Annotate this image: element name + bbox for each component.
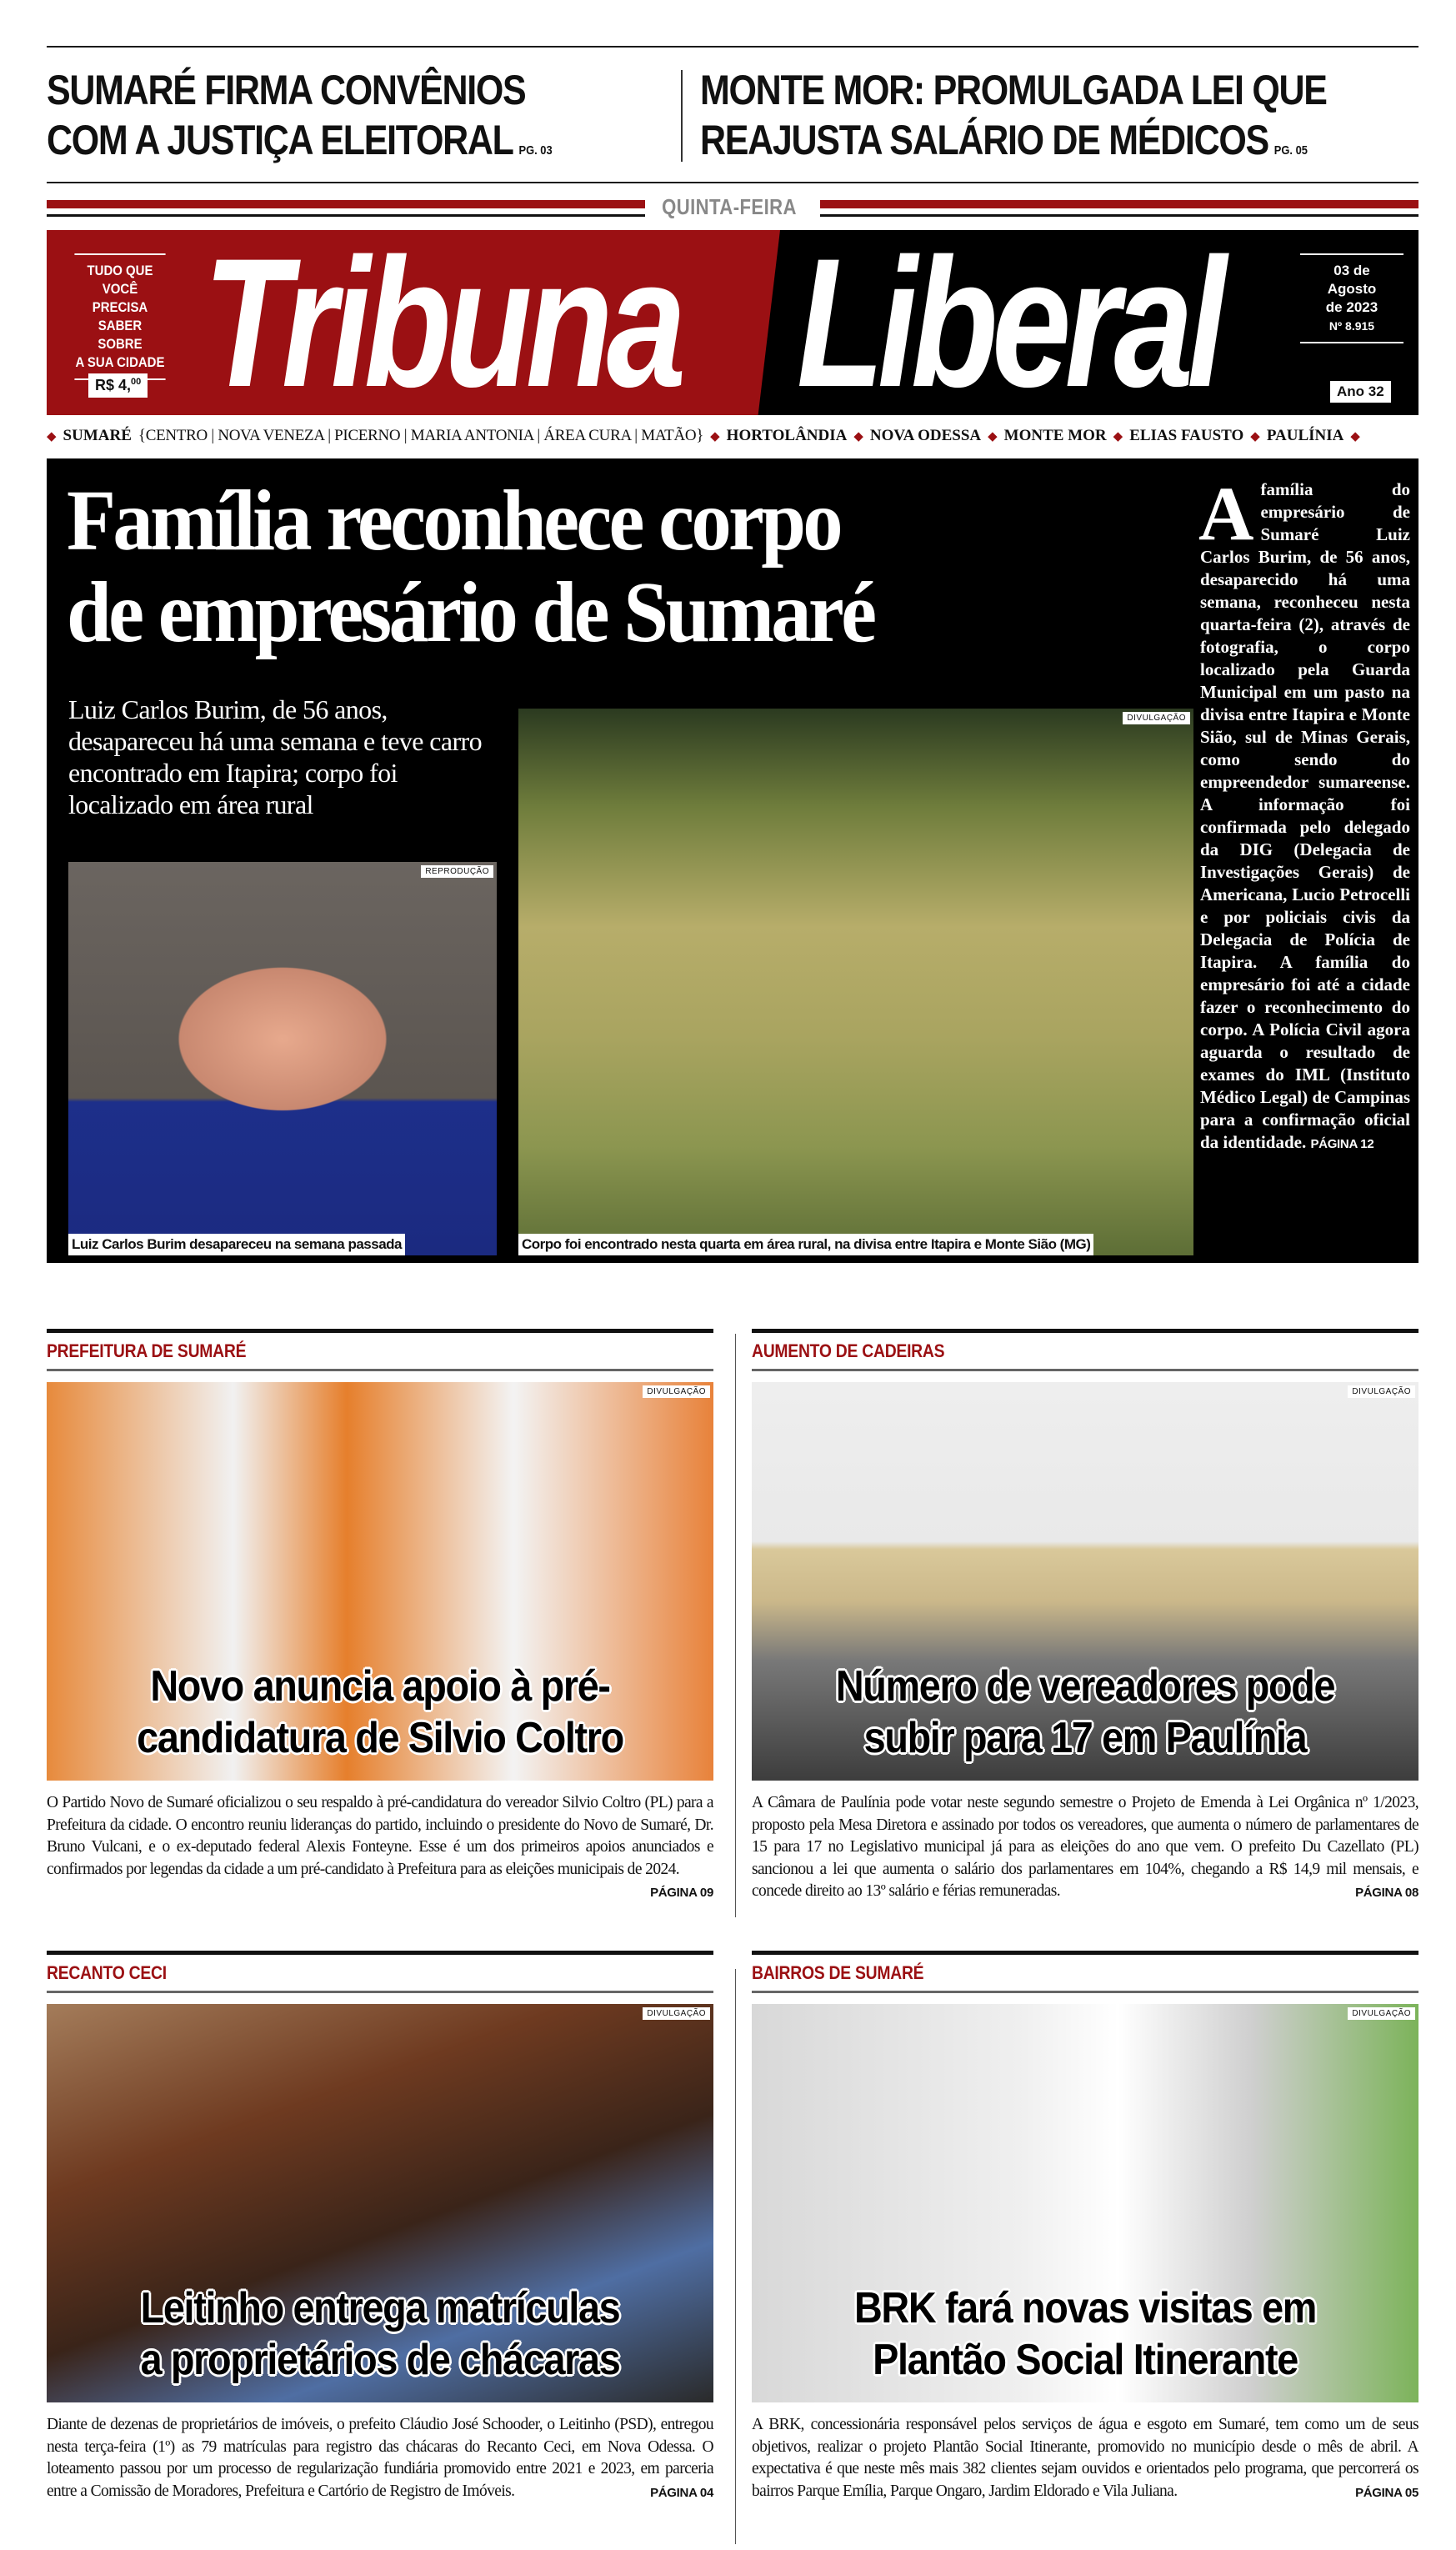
story-body: A Câmara de Paulínia pode votar neste segundo semestre o Projeto de Emenda à Lei Orgânica nº 1/2023, proposto pela Mesa Diretora e assinado por todos os vereadores, que aumenta o número de parlamentares de 15 para 17 no Legislativo municipal já para as eleições do ano que vem. O prefeito Du Cazellato (PL) sancionou a lei que aumenta o salário dos parlamentares em 104%, chegando a R$ 14,9 mil mensais, e concede direito ao 13º salário e férias remuneradas. PÁGINA 08 [752, 1792, 1418, 1905]
price-badge: R$ 4,00 [88, 373, 148, 398]
weekday-label: QUINTA-FEIRA [662, 194, 797, 219]
page-ref[interactable]: PÁGINA 09 [650, 1886, 713, 1900]
city-link-sumare[interactable]: SUMARÉ [63, 427, 132, 444]
ribbon-black-right [820, 214, 1418, 217]
photo-credit: DIVULGAÇÃO [643, 1385, 710, 1398]
city-link-paulinia[interactable]: PAULÍNIA [1266, 427, 1344, 444]
masthead-tagline: TUDO QUE VOCÊ PRECISA SABER SOBRE A SUA CIDADE [74, 253, 165, 380]
column-divider [735, 1334, 736, 1917]
page-ref[interactable]: PÁGINA 05 [1355, 2485, 1418, 2500]
ribbon-black-left [47, 214, 645, 217]
diamond-icon: ◆ [853, 429, 863, 443]
photo-credit: DIVULGAÇÃO [1348, 2007, 1415, 2020]
section-rule [47, 1991, 713, 1993]
section-top-rule [752, 1951, 1418, 1955]
photo-credit: REPRODUÇÃO [421, 865, 493, 878]
story-headline[interactable]: BRK fará novas visitas em Plantão Social Itinerante [853, 2284, 1317, 2384]
story-headline[interactable]: Leitinho entrega matrículas a proprietários de chácaras [140, 2284, 620, 2384]
city-link-elias-fausto[interactable]: ELIAS FAUSTO [1129, 427, 1244, 444]
teaser-line: SUMARÉ FIRMA CONVÊNIOS [47, 67, 526, 113]
page-ref[interactable]: PÁGINA 04 [650, 2485, 713, 2500]
story-headline[interactable]: Novo anuncia apoio à pré- candidatura de Silvio Coltro [137, 1662, 623, 1762]
diamond-icon: ◆ [47, 429, 57, 443]
column-divider [735, 1969, 736, 2544]
drop-cap: A [1198, 471, 1254, 556]
city-link-hortolandia[interactable]: HORTOLÂNDIA [726, 427, 848, 444]
section-rule [752, 1991, 1418, 1993]
section-rule [47, 1369, 713, 1371]
city-link-monte-mor[interactable]: MONTE MOR [1003, 427, 1107, 444]
teaser-bottom-rule [47, 182, 1418, 183]
year-badge: Ano 32 [1330, 381, 1391, 403]
edition-number: Nº 8.915 [1328, 319, 1375, 333]
teaser-line: COM A JUSTIÇA ELEITORAL [47, 117, 513, 163]
teaser-divider [681, 70, 683, 162]
logo-liberal[interactable]: Liberal [797, 230, 1221, 415]
edition-date: 03 de Agosto de 2023 Nº 8.915 [1300, 253, 1403, 343]
section-kicker: AUMENTO DE CADEIRAS [752, 1340, 945, 1361]
city-link-nova-odessa[interactable]: NOVA ODESSA [869, 427, 982, 444]
sumare-districts: {CENTRO | NOVA VENEZA | PICERNO | MARIA ANTONIA | ÁREA CURA | MATÃO} [138, 427, 704, 444]
section-top-rule [47, 1329, 713, 1333]
photo-caption: Corpo foi encontrado nesta quarta em área rural, na divisa entre Itapira e Monte Sião (MG) [518, 1234, 1093, 1255]
photo-credit: DIVULGAÇÃO [643, 2007, 710, 2020]
section-kicker: BAIRROS DE SUMARÉ [752, 1962, 924, 1983]
photo-caption: Luiz Carlos Burim desapareceu na semana passada [68, 1234, 405, 1255]
story-headline[interactable]: Número de vereadores pode subir para 17 em Paulínia [835, 1662, 1335, 1762]
teaser-page-ref: PG. 05 [1273, 143, 1308, 158]
story-body: Diante de dezenas de proprietários de imóveis, o prefeito Cláudio José Schooder, o Leitinho (PSD), entregou nesta terça-feira (1º) as 79 matrículas para registro das chácaras do Recanto Ceci, em Nova Odessa. O loteamento passou por um processo de regularização fundiária promovido entre 2021 e 2023, em parceria entre a Comissão de Moradores, Prefeitura e Cartório de Registro de Imóveis. PÁGINA 04 [47, 2414, 713, 2504]
teaser-line: REAJUSTA SALÁRIO DE MÉDICOS [700, 117, 1268, 163]
page-ref[interactable]: PÁGINA 12 [1310, 1137, 1374, 1151]
photo-credit: DIVULGAÇÃO [1123, 712, 1190, 724]
section-kicker: RECANTO CECI [47, 1962, 167, 1983]
story-photo[interactable] [752, 2004, 1418, 2402]
section-kicker: PREFEITURA DE SUMARÉ [47, 1340, 247, 1361]
story-body: A BRK, concessionária responsável pelos serviços de água e esgoto em Sumaré, tem como um de seus objetivos, realizar o projeto Plantão Social Itinerante, promovido no município desde o mês de abril. A expectativa é que neste mês mais 382 clientes sejam ouvidos e orientados pelo programa, que percorrerá os bairros Parque Emília, Parque Ongaro, Jardim Eldorado e Vila Juliana. PÁGINA 05 [752, 2414, 1418, 2504]
section-top-rule [47, 1951, 713, 1955]
section-top-rule [752, 1329, 1418, 1333]
section-rule [752, 1369, 1418, 1371]
masthead [47, 230, 1418, 415]
teaser-sumare-convenios[interactable] [47, 65, 553, 176]
lead-story [47, 458, 1418, 1263]
story-photo[interactable] [752, 1382, 1418, 1781]
teaser-monte-mor-lei[interactable] [700, 65, 1327, 176]
top-rule [47, 46, 1418, 48]
diamond-icon: ◆ [710, 429, 720, 443]
story-body: O Partido Novo de Sumaré oficializou o seu respaldo à pré-candidatura do vereador Silvio Coltro (PL) para a Prefeitura da cidade. O encontro reuniu lideranças do partido, incluindo o presidente do Novo de Sumaré, Dr. Bruno Vulcani, e o ex-deputado federal Alexis Fonteyne. Esse é um dos primeiros apoios anunciados e confirmados por legendas da cidade a um pré-candidato à Prefeitura para as eleições municipais de 2024. PÁGINA 09 [47, 1792, 713, 1905]
photo-credit: DIVULGAÇÃO [1348, 1385, 1415, 1398]
lead-subheadline: Luiz Carlos Burim, de 56 anos, desapareceu há uma semana e teve carro encontrado em Itapira; corpo foi localizado em área rural [68, 694, 482, 819]
diamond-icon: ◆ [1113, 429, 1123, 443]
teaser-line: MONTE MOR: PROMULGADA LEI QUE [700, 67, 1327, 113]
lead-headline[interactable]: Família reconhece corpo de empresário de Sumaré [67, 473, 874, 660]
story-photo[interactable] [47, 1382, 713, 1781]
field-photo[interactable] [518, 709, 1193, 1255]
diamond-icon: ◆ [1250, 429, 1260, 443]
story-photo[interactable] [47, 2004, 713, 2402]
logo-tribuna[interactable]: Tribuna [203, 230, 680, 415]
diamond-icon: ◆ [988, 429, 998, 443]
portrait-photo[interactable] [68, 862, 497, 1255]
cities-nav [47, 427, 1418, 445]
page-ref[interactable]: PÁGINA 08 [1355, 1886, 1418, 1900]
ribbon-red-left [47, 200, 645, 208]
teaser-page-ref: PG. 03 [518, 143, 553, 158]
diamond-icon: ◆ [1350, 429, 1360, 443]
lead-body-text: A família do empresário de Sumaré Luiz Carlos Burim, de 56 anos, desaparecido há uma semana, reconheceu nesta quarta-feira (2), através de fotografia, o corpo localizado pela Guarda Municipal em um pasto na divisa entre Itapira e Monte Sião, sul de Minas Gerais, como sendo do empreendedor sumareense. A informação foi confirmada pelo delegado da DIG (Delegacia de Investigações Gerais) de Americana, Lucio Petrocelli e por policiais civis da Delegacia de Polícia de Itapira. A família do empresário foi até a cidade fazer o reconhecimento do corpo. A Polícia Civil agora aguarda o resultado de exames do IML (Instituto Médico Legal) de Campinas para a confirmação oficial da identidade. PÁGINA 12 [1198, 471, 1410, 1152]
ribbon-red-right [820, 200, 1418, 208]
